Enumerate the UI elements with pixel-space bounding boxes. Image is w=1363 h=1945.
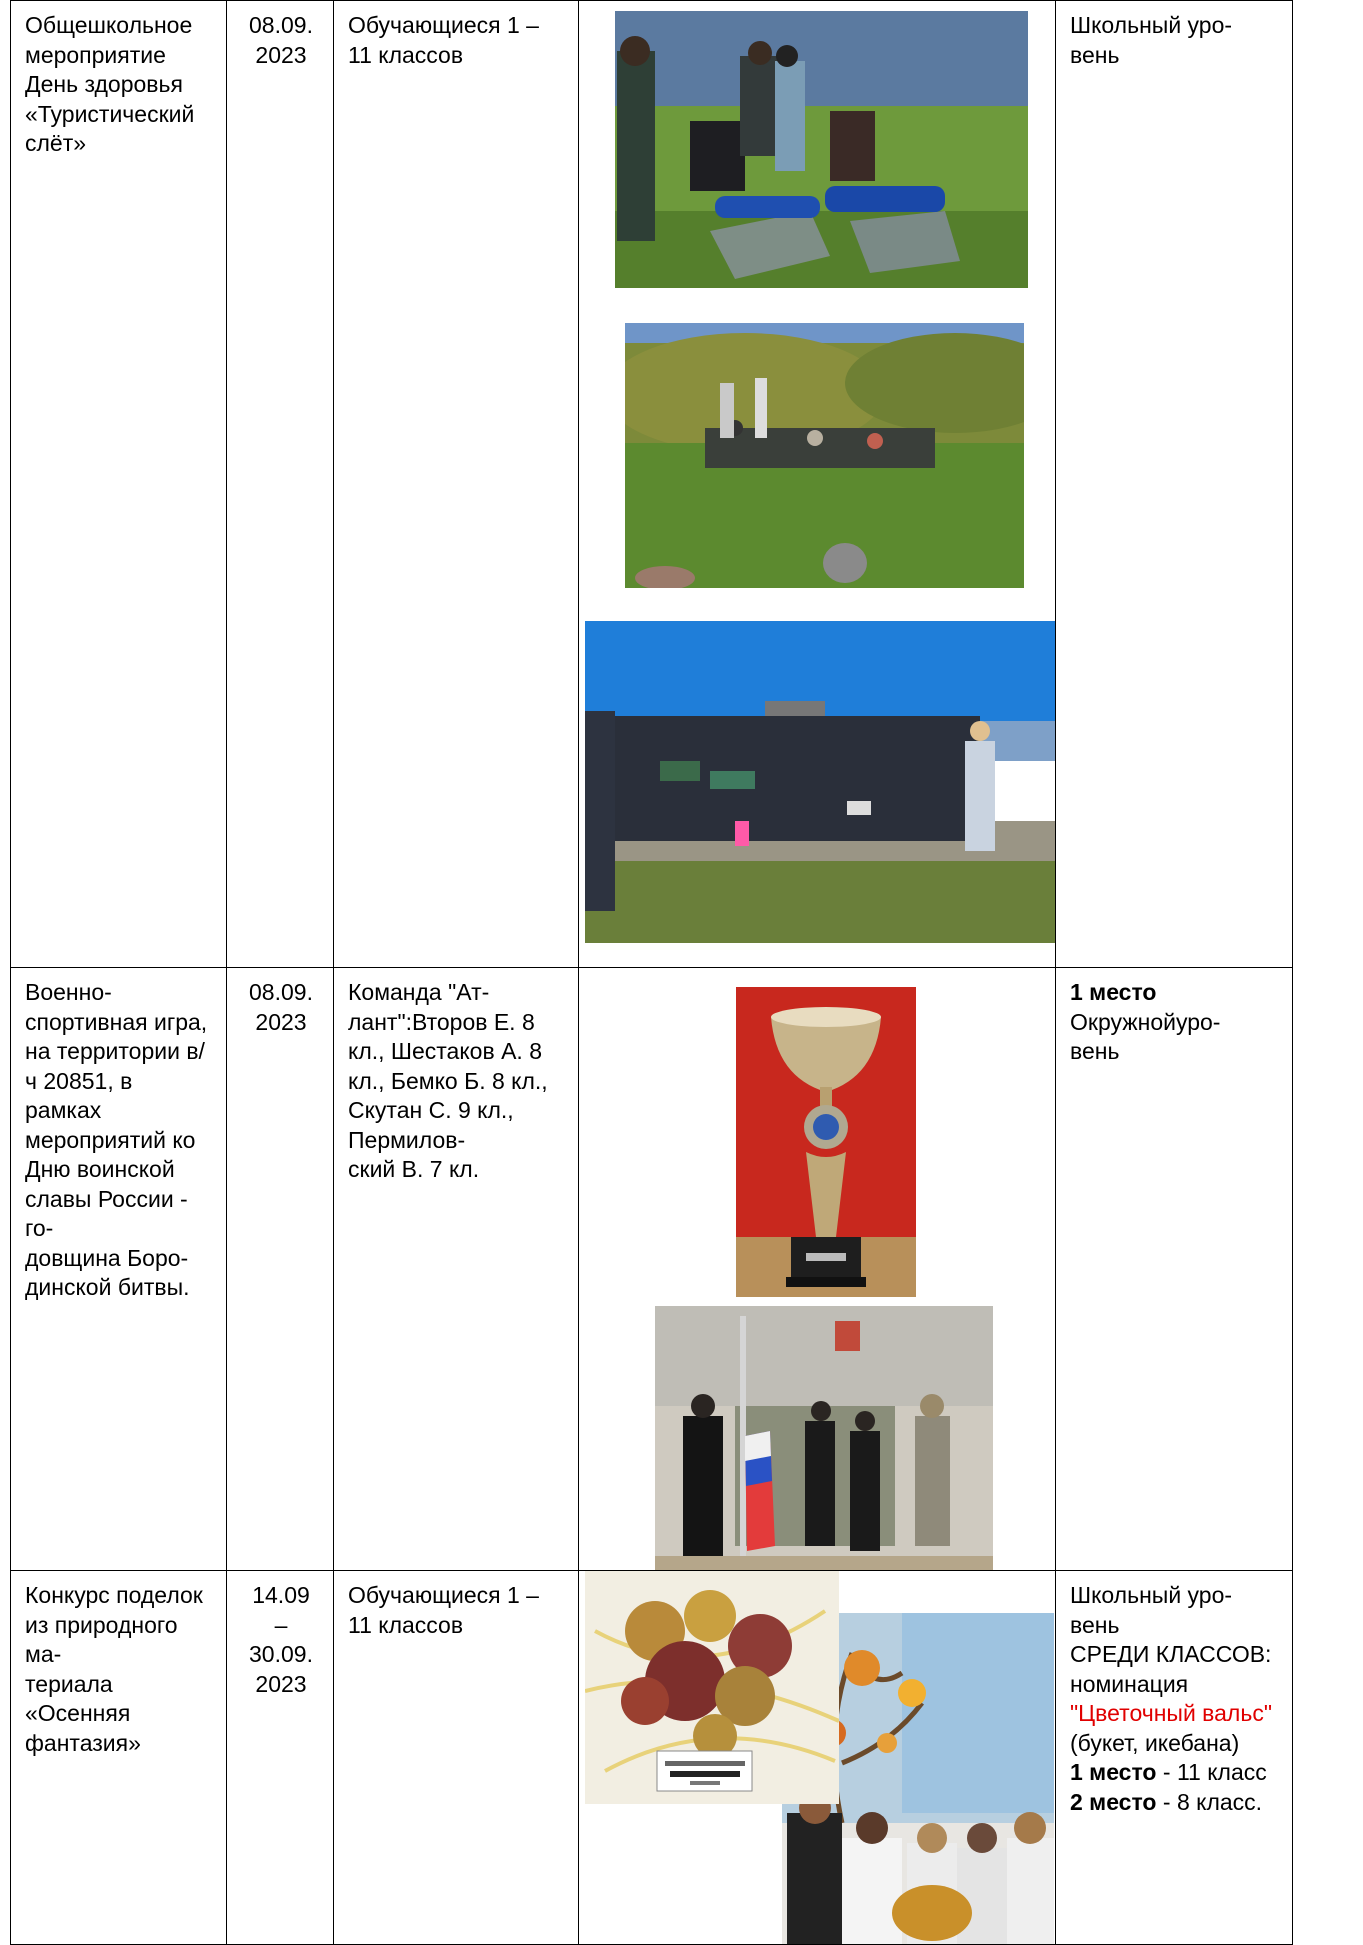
photo-autumn-bouquet	[585, 1571, 839, 1804]
result-place-1-text: - 11 класс	[1162, 1759, 1267, 1785]
result-cell	[1056, 1571, 1293, 1945]
result-nomination: "Цветочный вальс"	[1070, 1700, 1273, 1726]
result-cell	[1056, 968, 1293, 1571]
result-place-1: 1 место	[1070, 1759, 1157, 1785]
date-cell: 08.09. 2023	[227, 1, 334, 968]
date-cell: 14.09 – 30.09. 2023	[227, 1571, 334, 1945]
photo-cell	[579, 1571, 1056, 1945]
event-name-cell: Общешкольное мероприятие День здоровья «Туристический слёт»	[11, 1, 227, 968]
date-cell: 08.09. 2023	[227, 968, 334, 1571]
result-cell: Школьный уро- вень	[1056, 1, 1293, 968]
result-nomination-suffix: (букет, икебана)	[1070, 1729, 1240, 1756]
table-row	[11, 1571, 1293, 1945]
result-among: СРЕДИ КЛАССОВ:	[1070, 1641, 1272, 1667]
result-level: Окружнойуро- вень	[1070, 1008, 1221, 1064]
photo-students-sitting-grass	[625, 323, 1024, 588]
participants-cell: Команда "Ат- лант":Второв Е. 8 кл., Шестаков А. 8 кл., Бемко Б. 8 кл., Скутан С. 9 кл., Пермилов- ский В. 7 кл.	[334, 968, 579, 1571]
result-place-2-text: - 8 класс.	[1162, 1788, 1263, 1815]
photo-team-flag-hall	[655, 1306, 993, 1571]
events-table	[10, 0, 1293, 1945]
participants-cell: Обучающиеся 1 – 11 классов	[334, 1571, 579, 1945]
event-name-cell: Конкурс поделок из природного ма- териала «Осенняя фантазия»	[11, 1571, 227, 1945]
result-place-2: 2 место	[1070, 1788, 1157, 1815]
participants-cell: Обучающиеся 1 – 11 классов	[334, 1, 579, 968]
table-row	[11, 1, 1293, 968]
photo-trophy-cup	[736, 987, 916, 1297]
result-level: Школьный уро- вень	[1070, 1582, 1233, 1638]
photo-cell	[579, 968, 1056, 1571]
result-nomination-prefix: номинация	[1070, 1670, 1189, 1697]
table-row	[11, 968, 1293, 1571]
result-place: 1 место	[1070, 979, 1157, 1005]
photo-lake-students-mats	[615, 11, 1028, 288]
photo-cell	[579, 1, 1056, 968]
photo-students-lineup-sky	[585, 621, 1056, 943]
event-name-cell: Военно- спортивная игра, на территории в/ч 20851, в рамках мероприятий ко Дню воинской славы России - го- довщина Боро- динской битвы.	[11, 968, 227, 1571]
